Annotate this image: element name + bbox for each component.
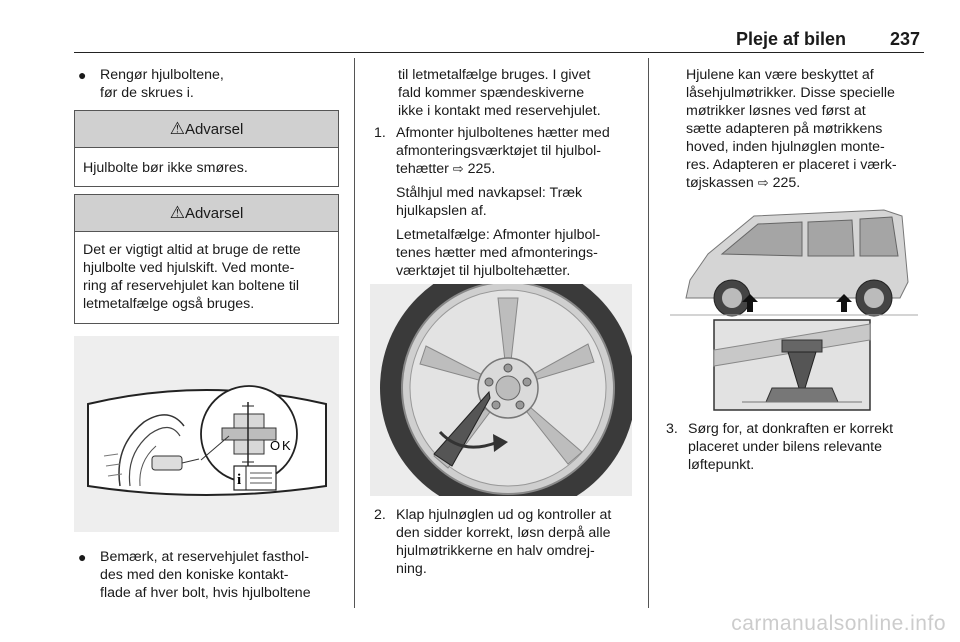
step-number: 2. [374,507,386,523]
text-line: før de skrues i. [100,85,194,101]
warning-triangle-icon: ⚠ [169,119,185,138]
page-number: 237 [889,29,920,49]
jack-points-figure [662,202,926,414]
warning-title: ⚠Advarsel [75,195,338,232]
info-icon: i [237,472,242,488]
page-header [74,22,924,53]
warning-box-2 [74,194,339,324]
step-number: 3. [666,421,678,437]
step-1: 1. Afmonter hjulboltenes hætter med afmonteringsværktøjet til hjulbol- tehætter ⇨ 225. Stålhjul med navkapsel: Træk hjulkapslen af. Letmetalfælge: Afmonter hjulbol- tenes hætter med afmonterings- værktøjet til hjulboltehætter. [374,125,610,279]
section-title: Pleje af bilen [735,29,846,49]
step-number: 1. [374,125,386,141]
step-2: 2. Klap hjulnøglen ud og kontroller at den sidder korrekt, løsn derpå alle hjulmøtrikkerne en halv omdrej- ning. [374,507,612,577]
bullet-clean-bolts [74,66,339,102]
page-ref-arrow-icon: ⇨ [757,175,769,190]
figure-label-o: O [270,438,281,453]
warning-triangle-icon: ⚠ [169,203,185,222]
bullet-dot: ● [78,549,87,565]
step-3: 3. Sørg for, at donkraften er korrekt placeret under bilens relevante løftepunkt. [666,421,894,473]
lock-nut-text: Hjulene kan være beskyttet af låsehjulmøtrikker. Disse specielle møtrikker løsnes ved først at sætte adapteren på møtrikkens hoved, inden hjulnøglen monte- res. Adapteren er placeret i værk- tøjskassen ⇨ 225. [686,67,897,191]
bullet-dot: ● [78,67,87,83]
warning-title: ⚠Advarsel [75,111,338,148]
warning-text: Hjulbolte bør ikke smøres. [83,160,248,176]
page-ref-arrow-icon: ⇨ [452,161,464,176]
warning-text: Det er vigtigt altid at bruge de rette hjulbolte ved hjulskift. Ved monte- ring af reservehjulet kan boltene til letmetalfælge også bruges. [83,242,301,312]
text-line: Rengør hjulboltene, [100,67,224,83]
wheel-wrench-figure [370,284,632,496]
warning-box-1 [74,110,339,187]
column-divider-1 [354,58,355,608]
wheel-bolt-figure [74,336,339,532]
bullet-spare-wheel: ● Bemærk, at reservehjulet fasthol- des med den koniske kontakt- flade af hver bolt, hvis hjulboltene [78,549,311,601]
watermark-footer: carmanualsonline.info [731,612,946,635]
continued-text: til letmetalfælge bruges. I givet fald kommer spændeskiverne ikke i kontakt med reservehjulet. [398,67,601,119]
figure-label-k: K [282,438,291,453]
